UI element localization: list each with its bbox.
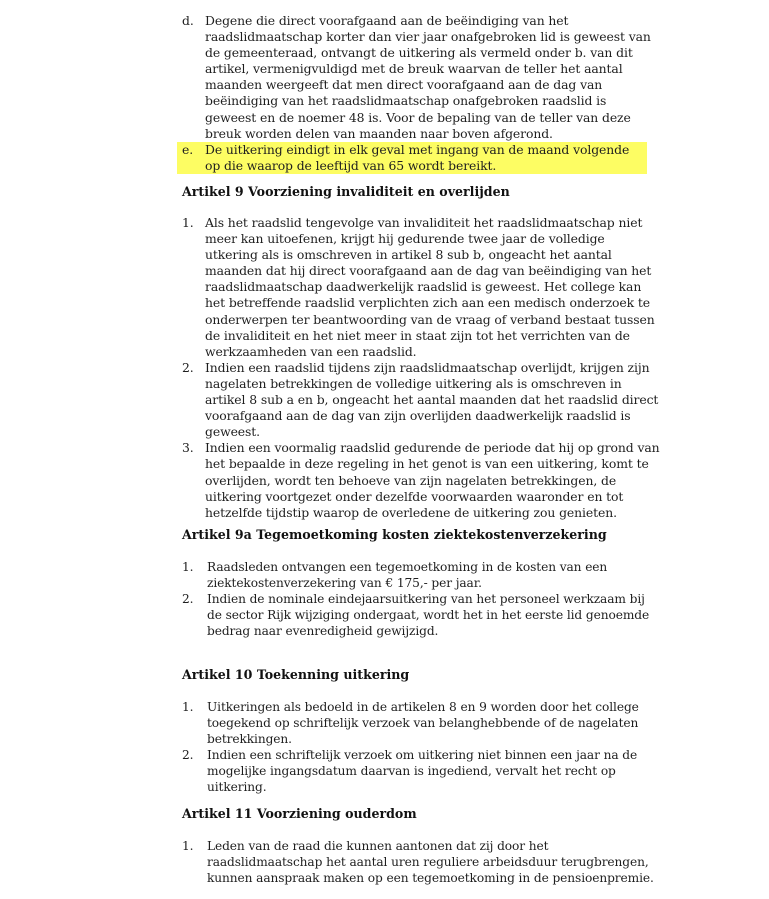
list-marker: 3. [182,440,194,456]
article-10-heading: Artikel 10 Toekenning uitkering [182,667,410,682]
list-marker: e. [182,141,194,157]
list-item-e-highlighted [177,142,647,174]
list-item-text: Indien een voormalig raadslid gedurende de periode dat hij op grond van het bepaalde in deze regeling in het genot is van een uitkering, komt te overlijden, wordt ten behoeve van zijn nagelaten betrekkingen, de uitkering voortgezet onder dezelfde voorwaarden waaronder en tot hetzelfde tijdstip waarop de overledene de uitkering zou genieten. [205,440,660,520]
list-item-text: Leden van de raad die kunnen aantonen dat zij door het raadslidmaatschap het aantal uren reguliere arbeidsduur terugbrengen, kunnen aanspraak maken op een tegemoetkoming in de pensioenpremie. [207,839,654,886]
list-marker: d. [182,13,194,28]
list-marker: 2. [182,592,194,607]
list-item [181,699,661,747]
list-item [181,591,661,639]
list-item-text: Raadsleden ontvangen een tegemoetkoming in de kosten van een ziektekostenverzekering van € 175,- per jaar. [207,560,608,591]
list-item-text: Indien een schriftelijk verzoek om uitkering niet binnen een jaar na de mogelijke ingangsdatum daarvan is ingediend, vervalt het recht op uitkering. [207,748,638,795]
article-9a-heading: Artikel 9a Tegemoetkoming kosten ziektekostenverzekering [182,527,607,542]
list-marker: 1. [182,560,194,574]
article-9-list [181,215,661,521]
list-marker: 1. [182,839,194,853]
list-item-text: Indien de nominale eindejaarsuitkering van het personeel werkzaam bij de sector Rijk wijziging ondergaat, wordt het in het eerste lid genoemde bedrag naar evenredigheid gewijzigd. [207,592,650,639]
article-9-heading: Artikel 9 Voorziening invaliditeit en overlijden [182,184,510,199]
list-item-text: Degene die direct voorafgaand aan de beëindiging van het raadslidmaatschap korter dan vier jaar onafgebroken lid is geweest van de gemeenteraad, ontvangt de uitkering als vermeld onder b. van dit artikel, vermenigvuldigd met de breuk waarvan de teller het aantal maanden weergeeft dat men direct voorafgaand aan de dag van beëindiging van het raadslidmaatschap onafgebroken raadslid is geweest en de noemer 48 is. Voor de bepaling van de teller van deze breuk worden delen van maanden naar boven afgerond. [205,13,651,141]
list-marker: 2. [182,359,194,375]
list-marker: 1. [182,215,194,230]
list-item-text: Uitkeringen als bedoeld in de artikelen 8 en 9 worden door het college toegekend op schriftelijk verzoek van belanghebbende of de nagelaten betrekkingen. [207,700,639,747]
list-marker: 2. [182,748,194,763]
list-item [181,747,661,795]
list-item-text: De uitkering eindigt in elk geval met ingang van de maand volgende op die waarop de leeftijd van 65 wordt bereikt. [205,141,630,173]
list-item [181,559,661,591]
list-item-text: Indien een raadslid tijdens zijn raadslidmaatschap overlijdt, krijgen zijn nagelaten betrekkingen de volledige uitkering als is omschreven in artikel 8 sub a en b, ongeacht het aantal maanden dat het raadslid direct voorafgaand aan de dag van zijn overlijden daadwerkelijk raadslid is geweest. [205,359,659,440]
list-marker: 1. [182,700,194,714]
list-item [181,838,661,886]
list-item [181,440,661,520]
article-11-heading: Artikel 11 Voorziening ouderdom [182,806,417,821]
list-item [181,215,661,360]
list-item-d [181,13,661,142]
article-9a-list [181,559,661,639]
article-10-list [181,699,661,796]
article-11-list [181,838,661,886]
continued-list [181,13,661,174]
list-item [181,360,661,440]
list-item-text: Als het raadslid tengevolge van invaliditeit het raadslidmaatschap niet meer kan uitoefenen, krijgt hij gedurende twee jaar de volledige utkering als is omschreven in artikel 8 sub b, ongeacht het aantal maanden dat hij direct voorafgaand aan de dag van beëindiging van het raadslidmaatschap daadwerkelijk raadslid is geweest. Het college kan het betreffende raadslid verplichten zich aan een medisch onderzoek te onderwerpen ter beantwoording van de vraag of verband bestaat tussen de invaliditeit en het niet meer in staat zijn tot het verrichten van de werkzaamheden van een raadslid. [205,215,655,359]
